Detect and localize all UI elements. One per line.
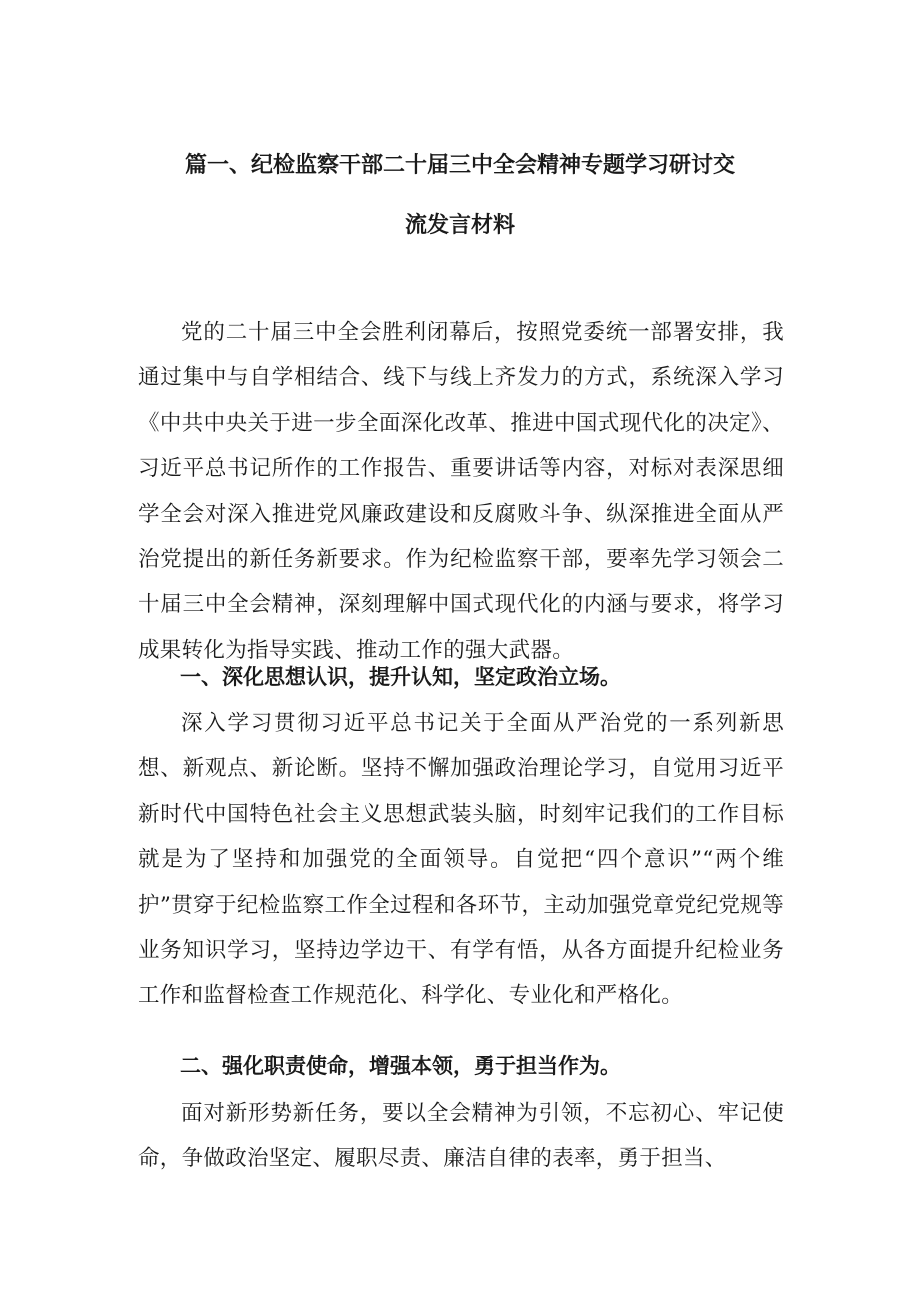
section-2-heading: 二、强化职责使命，增强本领，勇于担当作为。 [180, 1054, 621, 1078]
section-1-heading: 一、深化思想认识，提升认知，坚定政治立场。 [180, 665, 621, 689]
section-1-paragraph: 深入学习贯彻习近平总书记关于全面从严治党的一系列新思想、新观点、新论断。坚持不懈加强政治理论学习，自觉用习近平新时代中国特色社会主义思想武装头脑，时刻牢记我们的工作目标就是为了坚持和加强党的全面领导。自觉把“四个意识”“两个维护”贯穿于纪检监察工作全过程和各环节，主动加强党章党纪党规等业务知识学习，坚持边学边干、有学有悟，从各方面提升纪检业务工作和监督检查工作规范化、科学化、专业化和严格化。 [138, 711, 784, 1009]
section-2-paragraph: 面对新形势新任务，要以全会精神为引领，不忘初心、牢记使命，争做政治坚定、履职尽责、廉洁自律的表率，勇于担当、 [138, 1101, 784, 1172]
intro-paragraph: 党的二十届三中全会胜利闭幕后，按照党委统一部署安排，我通过集中与自学相结合、线下与线上齐发力的方式，系统深入学习《中共中央关于进一步全面深化改革、推进中国式现代化的决定》、习近平总书记所作的工作报告、重要讲话等内容，对标对表深思细学全会对深入推进党风廉政建设和反腐败斗争、纵深推进全面从严治党提出的新任务新要求。作为纪检监察干部，要率先学习领会二十届三中全会精神，深刻理解中国式现代化的内涵与要求，将学习成果转化为指导实践、推动工作的强大武器。 [138, 320, 784, 663]
document-title-line-2: 流发言材料 [404, 213, 515, 238]
document-title-line-1: 篇一、纪检监察干部二十届三中全会精神专题学习研讨交 [184, 153, 735, 178]
